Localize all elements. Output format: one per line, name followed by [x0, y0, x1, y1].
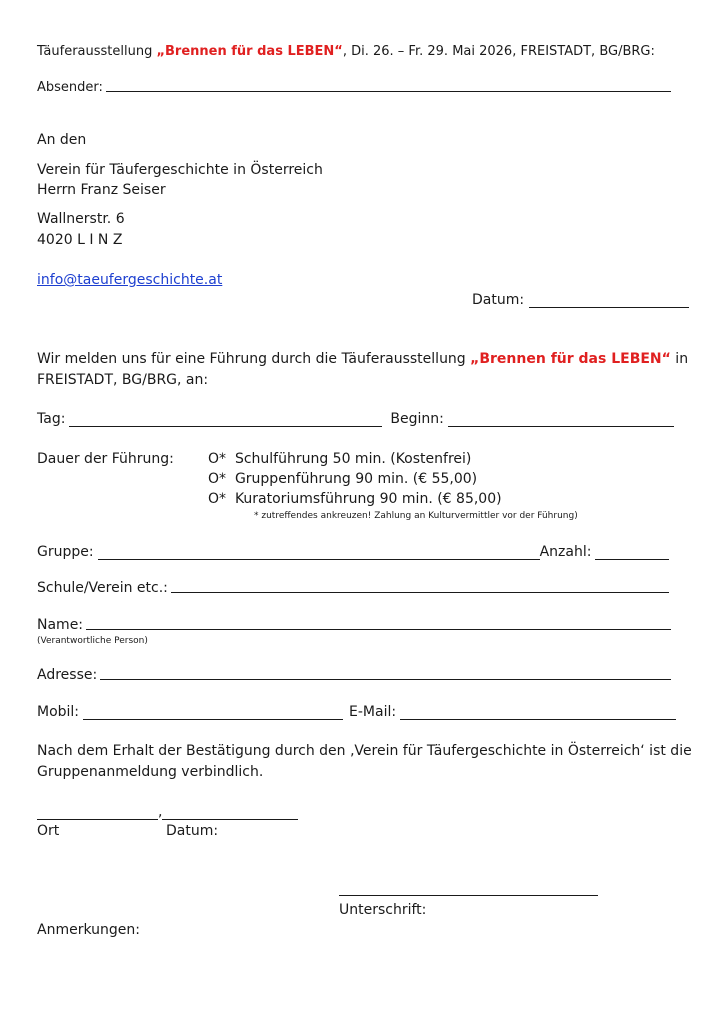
- header-suffix: , Di. 26. – Fr. 29. Mai 2026, FREISTADT, BG/BRG:: [342, 44, 655, 59]
- option-group[interactable]: [208, 471, 477, 487]
- sign-date-field[interactable]: [162, 806, 298, 820]
- name-note: (Verantwortliche Person): [37, 636, 148, 646]
- date-field[interactable]: [529, 294, 689, 308]
- options-note: * zutreffendes ankreuzen! Zahlung an Kulturvermittler vor der Führung): [254, 511, 578, 521]
- date-label: Datum:: [472, 292, 525, 308]
- recipient-street: Wallnerstr. 6: [37, 211, 125, 227]
- count-label: Anzahl:: [539, 544, 592, 560]
- email-field[interactable]: [400, 706, 676, 720]
- closing-line-2: Gruppenanmeldung verbindlich.: [37, 764, 264, 780]
- option-label: Schulführung 50 min. (Kostenfrei): [234, 451, 472, 467]
- closing-line-1: Nach dem Erhalt der Bestätigung durch den ‚Verein für Täufergeschichte in Österreich‘ ist die: [37, 743, 692, 759]
- mobile-label: Mobil:: [37, 704, 80, 720]
- sign-date-label: Datum:: [166, 823, 219, 839]
- intro-text-end: in: [670, 351, 689, 367]
- place-field[interactable]: [37, 806, 158, 820]
- header-line: [37, 44, 655, 59]
- email-label: E-Mail:: [349, 704, 397, 720]
- exhibition-title: „Brennen für das LEBEN“: [156, 44, 343, 59]
- intro-line-2: FREISTADT, BG/BRG, an:: [37, 372, 209, 388]
- signature-label: Unterschrift:: [339, 902, 427, 918]
- beginn-label: Beginn:: [390, 411, 444, 427]
- signature-field[interactable]: [339, 895, 598, 896]
- option-checkbox[interactable]: O*: [208, 491, 227, 507]
- group-label: Gruppe:: [37, 544, 94, 560]
- email-link[interactable]: info@taeufergeschichte.at: [37, 272, 223, 288]
- place-label: Ort: [37, 823, 60, 839]
- duration-label: Dauer der Führung:: [37, 451, 174, 467]
- sender-row: [37, 80, 674, 95]
- mobile-field[interactable]: [83, 706, 343, 720]
- option-label: Gruppenführung 90 min. (€ 55,00): [234, 471, 478, 487]
- group-field[interactable]: [98, 546, 540, 560]
- tag-label: Tag:: [37, 411, 66, 427]
- school-field[interactable]: [171, 591, 669, 593]
- recipient-person: Herrn Franz Seiser: [37, 182, 166, 198]
- intro-line-1: [37, 351, 688, 367]
- address-field[interactable]: [100, 678, 671, 680]
- name-label: Name:: [37, 617, 84, 633]
- header-prefix: Täuferausstellung: [37, 44, 157, 59]
- tag-field[interactable]: [69, 413, 382, 427]
- contact-row: [37, 704, 676, 720]
- count-field[interactable]: [595, 546, 669, 560]
- recipient-org: Verein für Täufergeschichte in Österreich: [37, 162, 323, 178]
- option-label: Kuratoriumsführung 90 min. (€ 85,00): [234, 491, 502, 507]
- name-row: [37, 617, 674, 633]
- remarks-label: Anmerkungen:: [37, 922, 140, 938]
- place-date-comma: ,: [158, 804, 163, 820]
- intro-exhibition-title: „Brennen für das LEBEN“: [470, 351, 671, 367]
- recipient-city: 4020 L I N Z: [37, 232, 123, 248]
- option-school[interactable]: [208, 451, 471, 467]
- date-row: [472, 292, 689, 308]
- salutation: An den: [37, 132, 87, 148]
- name-field[interactable]: [86, 628, 671, 630]
- option-curatorium[interactable]: [208, 491, 502, 507]
- address-row: [37, 667, 674, 683]
- intro-text: Wir melden uns für eine Führung durch die Täuferausstellung: [37, 351, 471, 367]
- sender-field[interactable]: [106, 90, 671, 92]
- group-row: [37, 544, 669, 560]
- tag-beginn-row: [37, 411, 674, 427]
- beginn-field[interactable]: [448, 413, 674, 427]
- sender-label: Absender:: [37, 80, 103, 95]
- address-label: Adresse:: [37, 667, 98, 683]
- place-date-row: [37, 804, 298, 820]
- school-label: Schule/Verein etc.:: [37, 580, 168, 596]
- option-checkbox[interactable]: O*: [208, 471, 227, 487]
- school-row: [37, 580, 672, 596]
- option-checkbox[interactable]: O*: [208, 451, 227, 467]
